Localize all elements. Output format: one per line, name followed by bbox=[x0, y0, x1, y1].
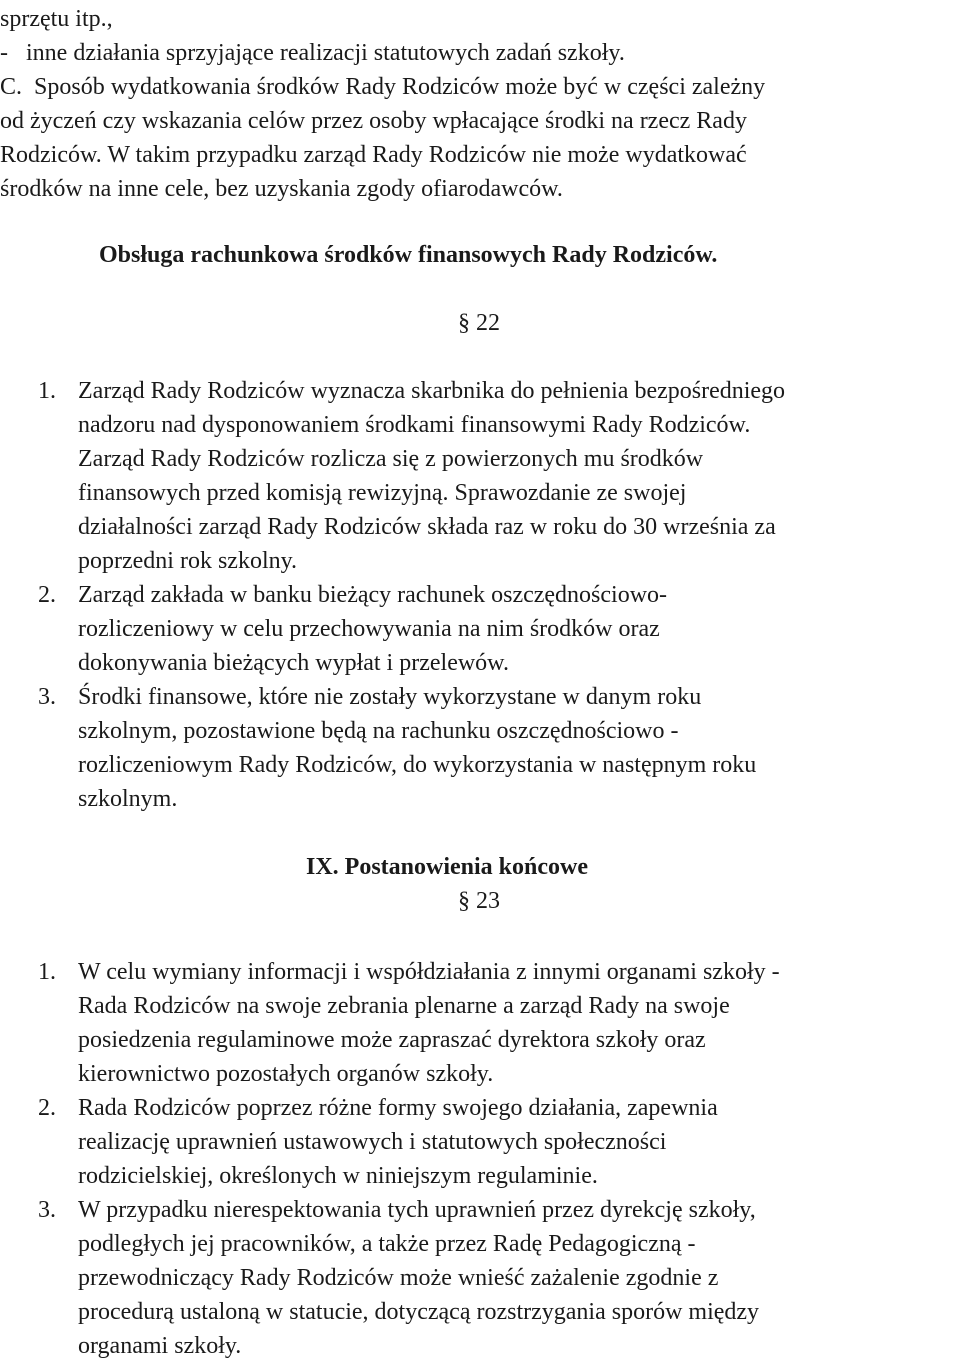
list-item-line: Środki finansowe, które nie zostały wykorzystane w danym roku bbox=[78, 684, 702, 710]
list-item-line: dokonywania bieżących wypłat i przelewów. bbox=[78, 650, 509, 676]
list-item-line: W celu wymiany informacji i współdziałania z innymi organami szkoły - bbox=[78, 959, 780, 985]
intro-line: C. Sposób wydatkowania środków Rady Rodziców może być w części zależny bbox=[0, 74, 766, 100]
list-item-line: rodzicielskiej, określonych w niniejszym regulaminie. bbox=[78, 1163, 598, 1189]
paragraph-mark: § 23 bbox=[458, 888, 500, 914]
list-item-line: działalności zarząd Rady Rodziców składa raz w roku do 30 września za bbox=[78, 514, 776, 540]
list-item-line: kierownictwo pozostałych organów szkoły. bbox=[78, 1061, 494, 1087]
list-item-line: realizację uprawnień ustawowych i statutowych społeczności bbox=[78, 1129, 667, 1155]
list-item-line: W przypadku nierespektowania tych uprawnień przez dyrekcję szkoły, bbox=[78, 1197, 756, 1223]
list-item-line: Zarząd Rady Rodziców rozlicza się z powierzonych mu środków bbox=[78, 446, 704, 472]
list-item-line: przewodniczący Rady Rodziców może wnieść zażalenie zgodnie z bbox=[78, 1265, 719, 1291]
list-item-number: 3. bbox=[38, 684, 56, 710]
list-item-number: 2. bbox=[38, 1095, 56, 1121]
list-item-line: poprzedni rok szkolny. bbox=[78, 548, 298, 574]
list-item-number: 1. bbox=[38, 378, 56, 404]
list-item-line: posiedzenia regulaminowe może zapraszać dyrektora szkoły oraz bbox=[78, 1027, 706, 1053]
list-item-line: szkolnym. bbox=[78, 786, 178, 812]
list-item-line: Rada Rodziców poprzez różne formy swojego działania, zapewnia bbox=[78, 1095, 718, 1121]
intro-line: - inne działania sprzyjające realizacji statutowych zadań szkoły. bbox=[0, 40, 625, 66]
list-item-number: 1. bbox=[38, 959, 56, 985]
intro-line: sprzętu itp., bbox=[0, 6, 113, 32]
section-heading: Obsługa rachunkowa środków finansowych Rady Rodziców. bbox=[99, 242, 718, 268]
list-item-line: rozliczeniowy w celu przechowywania na nim środków oraz bbox=[78, 616, 660, 642]
list-item-line: podległych jej pracowników, a także przez Radę Pedagogiczną - bbox=[78, 1231, 696, 1257]
list-item-line: nadzoru nad dysponowaniem środkami finansowymi Rady Rodziców. bbox=[78, 412, 751, 438]
intro-line: od życzeń czy wskazania celów przez osoby wpłacające środki na rzecz Rady bbox=[0, 108, 747, 134]
list-item-line: szkolnym, pozostawione będą na rachunku oszczędnościowo - bbox=[78, 718, 679, 744]
list-item-line: Zarząd zakłada w banku bieżący rachunek oszczędnościowo- bbox=[78, 582, 668, 608]
paragraph-mark: § 22 bbox=[458, 310, 500, 336]
list-item-line: Rada Rodziców na swoje zebrania plenarne a zarząd Rady na swoje bbox=[78, 993, 730, 1019]
list-item-line: finansowych przed komisją rewizyjną. Sprawozdanie ze swojej bbox=[78, 480, 687, 506]
list-item-line: procedurą ustaloną w statucie, dotyczącą rozstrzygania sporów między bbox=[78, 1299, 760, 1325]
section-heading: IX. Postanowienia końcowe bbox=[306, 854, 589, 880]
list-item-line: organami szkoły. bbox=[78, 1333, 242, 1359]
intro-line: środków na inne cele, bez uzyskania zgody ofiarodawców. bbox=[0, 176, 563, 202]
list-item-line: Zarząd Rady Rodziców wyznacza skarbnika do pełnienia bezpośredniego bbox=[78, 378, 786, 404]
list-item-number: 3. bbox=[38, 1197, 56, 1223]
list-item-line: rozliczeniowym Rady Rodziców, do wykorzystania w następnym roku bbox=[78, 752, 757, 778]
list-item-number: 2. bbox=[38, 582, 56, 608]
intro-line: Rodziców. W takim przypadku zarząd Rady Rodziców nie może wydatkować bbox=[0, 142, 747, 168]
